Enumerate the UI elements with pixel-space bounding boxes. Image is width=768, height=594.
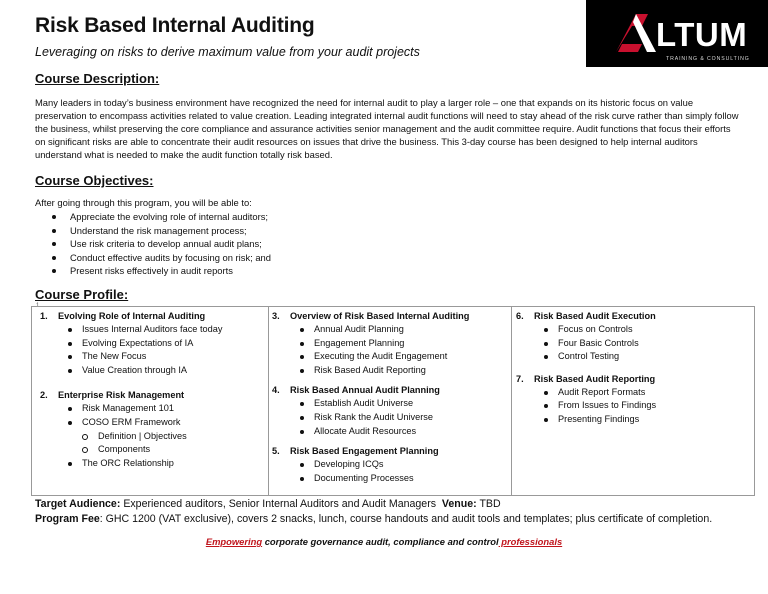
list-item: Appreciate the evolving role of internal auditors; [35,210,271,224]
profile-column-3 [516,309,752,427]
tagline: Empowering corporate governance audit, compliance and control professionals [205,536,563,547]
profile-section [40,309,265,377]
section-title: 3. Overview of Risk Based Internal Auditing [272,311,470,321]
course-objectives-heading: Course Objectives: [35,173,154,188]
profile-section [272,444,508,485]
bullet-icon [300,369,304,373]
bullet-icon [544,404,548,408]
list-item: Executing the Audit Engagement [272,350,508,364]
bullet-icon [300,402,304,406]
section-title: 2. Enterprise Risk Management [40,390,185,401]
list-item: COSO ERM Framework [40,416,265,430]
list-item: Four Basic Controls [516,337,752,351]
paragraph-mark: 1 [36,303,40,309]
svg-text:TRAINING & CONSULTING: TRAINING & CONSULTING [666,56,750,62]
list-item: Establish Audit Universe [272,397,508,411]
bullet-icon [68,421,72,425]
bullet-icon [68,369,72,373]
profile-column-2 [272,309,508,485]
sub-list-item: Components [40,443,265,457]
objectives-intro: After going through this program, you will be able to: [35,197,252,208]
list-item: The ORC Relationship [40,457,265,471]
bullet-icon [300,416,304,420]
bullet-icon [300,328,304,332]
section-title: 1. Evolving Role of Internal Auditing [40,311,206,321]
circle-bullet-icon [82,434,88,440]
list-item: Use risk criteria to develop annual audit plans; [35,237,271,251]
profile-column-1 [40,309,265,470]
course-description-text: Many leaders in today’s business environment have recognized the need for internal audit to play a larger role – one that expands on its historic focus on value preservation to encompass activities related to value creation. Leading integrated internal audit functions will need to stay ahead of the risk curve rather than simply follow the business, whilst preserving the core compliance and assurance activities senior management and the audit committee require. Audit functions that focus their efforts on significant risks are able to concentrate their audit resources on issues that drive the business. This 3-day course has been designed to help internal auditors understand what is needed to make the audit function totally risk based. [35,97,739,161]
profile-section [272,309,508,377]
bullet-icon [68,355,72,359]
bullet-icon [68,462,72,466]
sub-list-item: Definition | Objectives [40,430,265,444]
svg-text:LTUM: LTUM [656,16,748,53]
bullet-icon [68,342,72,346]
list-item: Risk Management 101 [40,402,265,416]
objectives-list [35,210,271,278]
target-audience-line: Target Audience: Experienced auditors, Senior Internal Auditors and Audit Managers Venue: TBD [35,498,501,510]
bullet-icon [544,328,548,332]
profile-section [516,372,752,427]
list-item: Documenting Processes [272,472,508,486]
bullet-icon [68,328,72,332]
bullet-icon [300,430,304,434]
bullet-icon [300,342,304,346]
bullet-icon [52,242,56,246]
program-fee-line: Program Fee: GHC 1200 (VAT exclusive), covers 2 snacks, lunch, course handouts and audit tools and templates; plus certificate of completion. [35,513,713,525]
list-item: From Issues to Findings [516,399,752,413]
section-title: 6. Risk Based Audit Execution [516,311,656,321]
bullet-icon [300,355,304,359]
altum-logo [586,0,768,67]
bullet-icon [52,269,56,273]
list-item: Audit Report Formats [516,386,752,400]
list-item: Present risks effectively in audit reports [35,264,271,278]
page-subtitle: Leveraging on risks to derive maximum value from your audit projects [35,45,420,59]
list-item: Control Testing [516,350,752,364]
profile-section [40,388,265,470]
bullet-icon [52,215,56,219]
bullet-icon [544,355,548,359]
bullet-icon [52,229,56,233]
section-title: 7. Risk Based Audit Reporting [516,373,656,384]
profile-section [272,383,508,438]
list-item: Focus on Controls [516,323,752,337]
list-item: Risk Based Audit Reporting [272,364,508,378]
page-title: Risk Based Internal Auditing [35,14,315,37]
list-item: Issues Internal Auditors face today [40,323,265,337]
bullet-icon [300,463,304,467]
course-profile-table [31,306,755,496]
list-item: The New Focus [40,350,265,364]
list-item: Presenting Findings [516,413,752,427]
list-item: Allocate Audit Resources [272,425,508,439]
circle-bullet-icon [82,447,88,453]
section-title: 5. Risk Based Engagement Planning [272,446,439,457]
list-item: Engagement Planning [272,337,508,351]
bullet-icon [300,477,304,481]
bullet-icon [544,342,548,346]
bullet-icon [52,256,56,260]
list-item: Value Creation through IA [40,364,265,378]
list-item: Understand the risk management process; [35,224,271,238]
profile-section [516,309,752,364]
bullet-icon [544,418,548,422]
course-description-heading: Course Description: [35,71,160,86]
bullet-icon [544,391,548,395]
list-item: Annual Audit Planning [272,323,508,337]
list-item: Conduct effective audits by focusing on risk; and [35,251,271,265]
list-item: Risk Rank the Audit Universe [272,411,508,425]
course-profile-heading: Course Profile: [35,287,129,302]
section-title: 4. Risk Based Annual Audit Planning [272,385,440,396]
list-item: Evolving Expectations of IA [40,337,265,351]
list-item: Developing ICQs [272,458,508,472]
bullet-icon [68,407,72,411]
